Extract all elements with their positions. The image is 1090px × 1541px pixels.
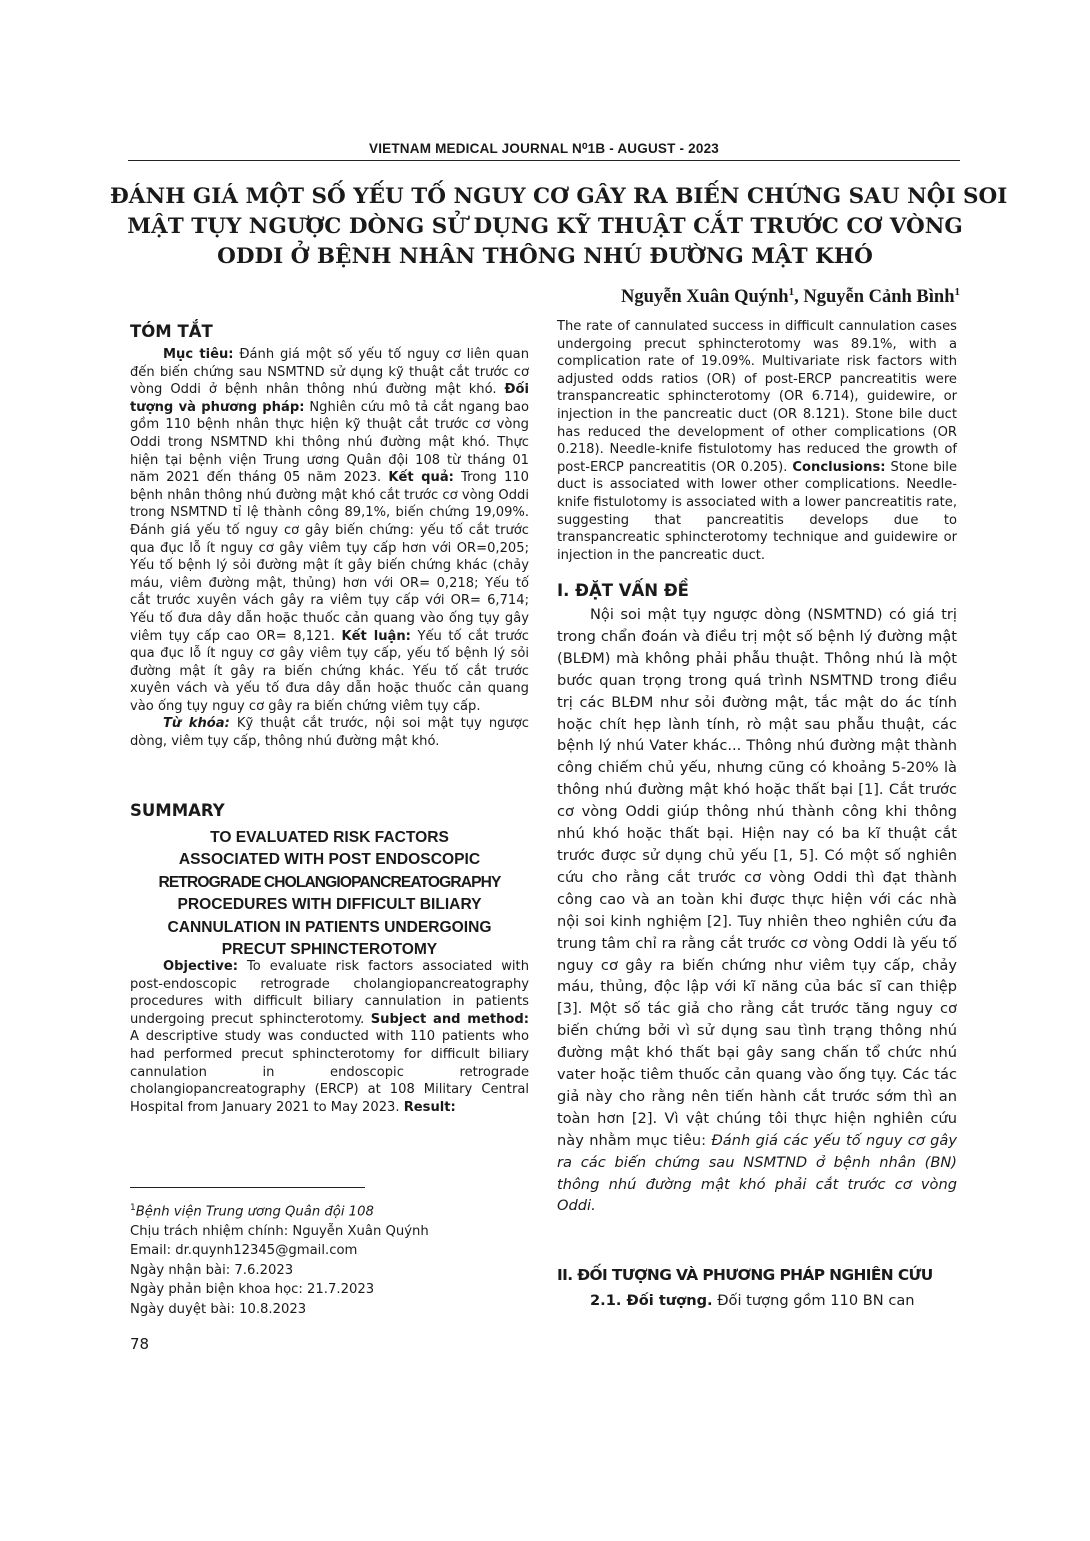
section-1-paragraph xyxy=(557,604,957,1217)
title-line: MẬT TỤY NGƯỢC DÒNG SỬ DỤNG KỸ THUẬT CẮT TRƯỚC CƠ VÒNG xyxy=(127,214,963,239)
affiliation-marker: 1 xyxy=(130,1203,136,1213)
summary-title-line: TO EVALUATED RISK FACTORS xyxy=(210,829,449,846)
running-head: VIETNAM MEDICAL JOURNAL N⁰1B - AUGUST - 2023 xyxy=(368,141,719,156)
footnote-rule xyxy=(130,1187,365,1188)
author-separator: , xyxy=(794,287,804,308)
section-2-paragraph xyxy=(557,1290,957,1312)
footnote-affiliation xyxy=(130,1199,429,1222)
label-ket-qua: Kết quả: xyxy=(388,470,454,486)
author-name: Nguyễn Cảnh Bình xyxy=(803,287,955,308)
summary-title-line: PROCEDURES WITH DIFFICULT BILIARY xyxy=(177,896,482,914)
text-ket-luan: Yếu tố cắt trước qua đục lỗ ít nguy cơ gây viêm tụy cấp, yếu tố bệnh lý sỏi đường mật ít gây ra biến chứng khác. Yếu tố cắt trước xuyên vách và yếu tố đưa dây dẫn hoặc thuốc cản quang vào ống tụy nguy cơ gây ra biến chứng viêm tụy cấp. xyxy=(130,628,529,714)
article-title xyxy=(110,182,1008,272)
page-number: 78 xyxy=(130,1335,150,1353)
label-tu-khoa: Từ khóa: xyxy=(163,716,230,732)
summary-title-line: CANNULATION IN PATIENTS UNDERGOING xyxy=(167,918,492,936)
title-line: ODDI Ở BỆNH NHÂN THÔNG NHÚ ĐƯỜNG MẬT KHÓ xyxy=(217,244,873,269)
footnote-received: Ngày nhận bài: 7.6.2023 xyxy=(130,1262,294,1278)
text-conclusions: Stone bile duct is associated with lower other complications. Needle-knife fistulotomy is associated with a lower pancreatitis rate, suggesting that pancreatitis develops due to transpancreatic sphincterotomy technique and guidewire or injection in the pancreatic duct. xyxy=(557,459,957,563)
label-result: Result: xyxy=(403,1099,456,1115)
summary-title-line: RETROGRADE CHOLANGIOPANCREATOGRAPHY xyxy=(158,873,501,891)
section-2-body xyxy=(557,1290,957,1312)
summary-continued xyxy=(557,318,957,564)
text-tu-khoa: Kỹ thuật cắt trước, nội soi mật tụy ngược dòng, viêm tụy cấp, thông nhú đường mật khó. xyxy=(130,716,529,750)
abstract-paragraph xyxy=(130,346,529,715)
affiliation-marker: 1 xyxy=(788,286,795,298)
abstract-heading: TÓM TẮT xyxy=(130,322,213,341)
footnotes xyxy=(130,1199,429,1319)
summary-paragraph xyxy=(130,958,529,1116)
footnote-email: Email: dr.quynh12345@gmail.com xyxy=(130,1243,358,1259)
header-rule xyxy=(128,160,960,161)
section-1-objective: Đánh giá các yếu tố nguy cơ gây ra các biến chứng sau NSMTND ở bệnh nhân (BN) thông nhú đường mật khó phải cắt trước cơ vòng Oddi. xyxy=(557,1131,958,1215)
label-conclusions: Conclusions: xyxy=(792,459,886,475)
text-ket-qua: Trong 110 bệnh nhân thông nhú đường mật khó cắt trước cơ vòng Oddi trong NSMTND tỉ lệ thành công 89,1%, biến chứng 19,09%. Đánh giá yếu tố nguy cơ gây biến chứng: yếu tố cắt trước qua đục lỗ ít nguy cơ gây viêm tụy cấp hơn với OR=0,205; Yếu tố bệnh lý sỏi đường mật ít gây biến chứng khác (chảy máu, viêm đường mật, thủng) hơn với OR= 0,218; Yếu tố cắt trước xuyên vách gây ra viêm tụy cấp với OR= 6,714; Yếu tố đưa dây dẫn hoặc thuốc cản quang vào ống tụy gây viêm tụy cấp cao OR= 8,121. xyxy=(130,470,529,644)
author-name: Nguyễn Xuân Quýnh xyxy=(621,287,789,308)
label-doi-tuong: Đối tượng và phương pháp: xyxy=(130,382,529,415)
section-1-body xyxy=(557,604,957,1217)
summary-heading: SUMMARY xyxy=(130,801,225,820)
subsection-text: Đối tượng gồm 110 BN can xyxy=(712,1292,915,1309)
author-list xyxy=(621,286,960,308)
summary-title xyxy=(130,827,529,961)
footnote-accepted: Ngày duyệt bài: 10.8.2023 xyxy=(130,1301,307,1317)
text-result: The rate of cannulated success in difficult cannulation cases undergoing precut sphincterotomy was 89.1%, with a complication rate of 19.09%. Multivariate risk factors with adjusted odds ratios (OR) of post-ERCP pancreatitis were transpancreatic sphincterotomy (OR 6.714), guidewire, or injection in the pancreatic duct (OR 8.121). Stone bile duct has reduced the development of other complications (OR 0.218). Needle-knife fistulotomy has reduced the growth of post-ERCP pancreatitis (OR 0.205). xyxy=(557,319,957,475)
text-objective: To evaluate risk factors associated with post-endoscopic retrograde cholangiopancreatography procedures with difficult biliary cannulation in patients undergoing precut sphincterotomy. xyxy=(130,959,529,1027)
keywords xyxy=(130,715,529,750)
section-1-heading: I. ĐẶT VẤN ĐỀ xyxy=(557,581,689,600)
label-objective: Objective: xyxy=(163,959,239,974)
footnote-reviewed: Ngày phản biện khoa học: 21.7.2023 xyxy=(130,1282,375,1298)
label-subject: Subject and method: xyxy=(370,1011,530,1027)
affiliation-marker: 1 xyxy=(954,286,960,298)
summary-title-line: ASSOCIATED WITH POST ENDOSCOPIC xyxy=(178,851,481,869)
section-1-text: Nội soi mật tụy ngược dòng (NSMTND) có giá trị trong chẩn đoán và điều trị một số bệnh lý đường mật (BLĐM) mà không phải phẫu thuật. Thông nhú là một bước quan trọng trong quá trình NSMTND trong điều trị các BLĐM như sỏi đường mật, tắc mật do ác tính hoặc chít hẹp lành tính, rò mật sau phẫu thuật, các bệnh lý nhú Vater khác... Thông nhú đường mật thành công chiếm chủ yếu, nhưng cũng có khoảng 5-20% là thông nhú đường mật khó hoặc thất bại [1]. Cắt trước cơ vòng Oddi giúp thông nhú thành công khi thông nhú khó hoặc thất bại. Hiện nay có ba kĩ thuật cắt trước được sử dụng chủ yếu [1, 5]. Có một số nghiên cứu cho rằng cắt trước cơ vòng Oddi thì đạt thành công cao và an toàn khi được thực hiện với các nhà nội soi kinh nghiệm [2]. Tuy nhiên theo nghiên cứu đa trung tâm chỉ ra rằng cắt trước cơ vòng Oddi là yếu tố nguy cơ gây ra biến chứng như viêm tụy cấp, chảy máu, thủng, độc lập với kĩ năng của bác sĩ can thiệp [3]. Một số tác giả cho rằng cắt trước tăng nguy cơ biến chứng bởi vì sử dụng sau tình trạng thông nhú đường mật khó thất bại gây sang chấn tổ chức nhú vater hoặc tiêm thuốc cản quang vào ống tụy. Các tác giả này cho rằng nên tiến hành cắt trước sớm thì an toàn hơn [2]. Vì vật chúng tôi thực hiện nghiên cứu này nhằm mục tiêu: xyxy=(557,606,957,1149)
text-doi-tuong: Nghiên cứu mô tả cắt ngang bao gồm 110 bệnh nhân thực hiện kỹ thuật cắt trước cơ vòng Oddi trong NSMTND khi thông nhú đường mật khó. Thực hiện tại bệnh viện Trung ương Quân đội 108 từ tháng 01 năm 2021 đến tháng 05 năm 2023. xyxy=(130,399,529,486)
subsection-label: 2.1. Đối tượng. xyxy=(590,1292,713,1309)
text-muc-tieu: Đánh giá một số yếu tố nguy cơ liên quan đến biến chứng sau NSMTND sử dụng kỹ thuật cắt trước cơ vòng Oddi ở bệnh nhân thông nhú đường mật khó. xyxy=(130,347,529,398)
affiliation-text: Bệnh viện Trung ương Quân đội 108 xyxy=(135,1204,374,1220)
section-2-heading: II. ĐỐI TƯỢNG VÀ PHƯƠNG PHÁP NGHIÊN CỨU xyxy=(557,1266,933,1284)
footnote-responsible: Chịu trách nhiệm chính: Nguyễn Xuân Quýnh xyxy=(130,1223,429,1239)
text-subject: A descriptive study was conducted with 110 patients who had performed precut sphincterotomy for difficult biliary cannulation in endoscopic retrograde cholangiopancreatography (ERCP) at 108 Military Central Hospital from January 2021 to May 2023. xyxy=(130,1029,529,1115)
summary-title-line: PRECUT SPHINCTEROTOMY xyxy=(221,941,438,959)
label-ket-luan: Kết luận: xyxy=(341,628,411,644)
abstract-vi xyxy=(130,346,529,751)
label-muc-tieu: Mục tiêu: xyxy=(163,347,234,362)
title-line: ĐÁNH GIÁ MỘT SỐ YẾU TỐ NGUY CƠ GÂY RA BIẾN CHỨNG SAU NỘI SOI xyxy=(110,184,1008,209)
summary-text-left xyxy=(130,958,529,1116)
summary-text-right xyxy=(557,318,957,564)
